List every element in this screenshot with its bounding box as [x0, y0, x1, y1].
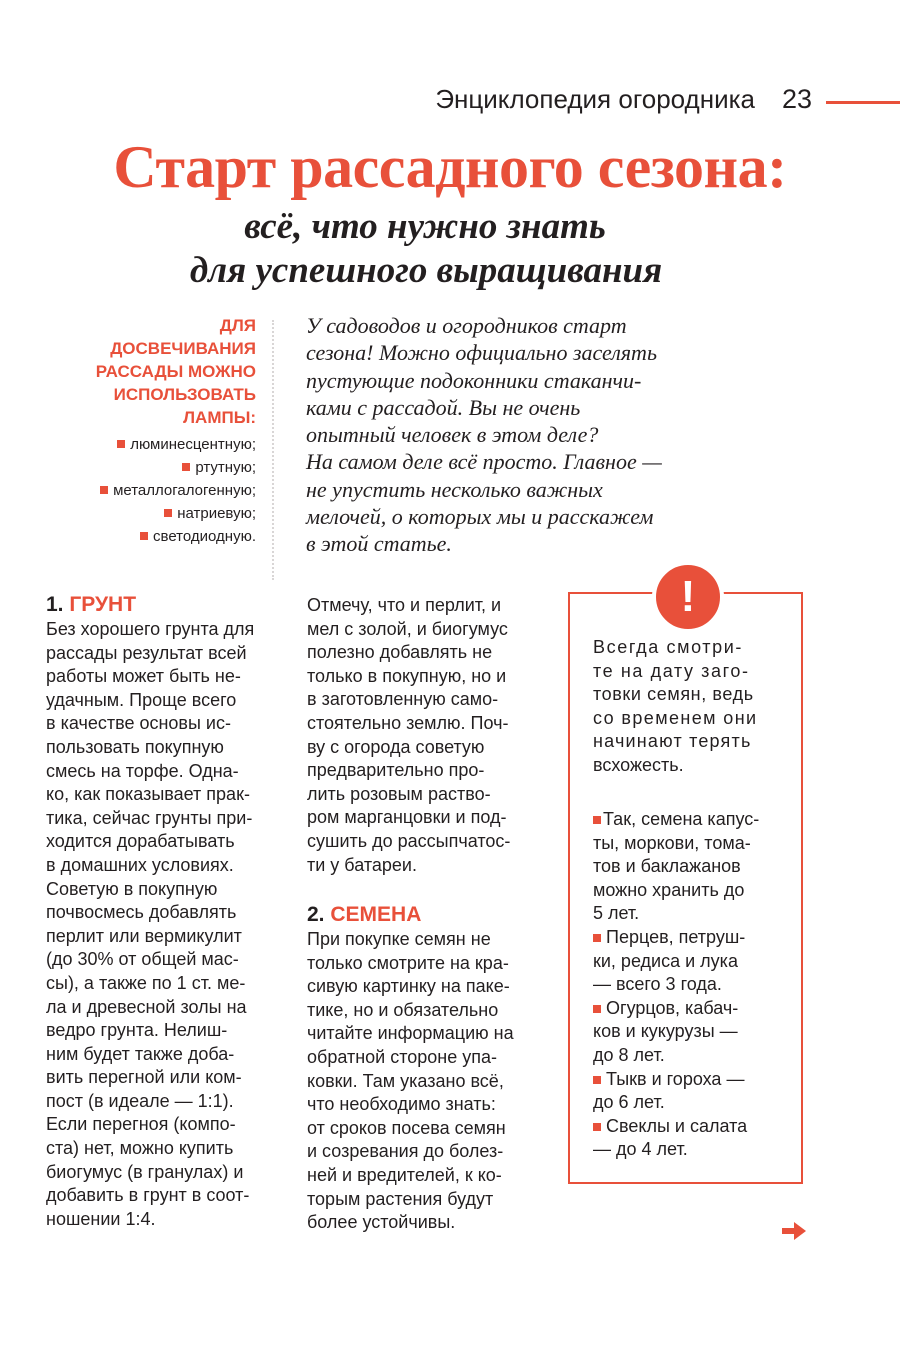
- body-line: ла и древесной золы на: [46, 996, 247, 1017]
- body-line: ношении 1:4.: [46, 1208, 156, 1229]
- body-line: ром марганцовки и под-: [307, 807, 507, 828]
- intro-line: мелочей, о которых мы и расскажем: [306, 504, 654, 530]
- list-item: люминесцентную;: [6, 433, 256, 456]
- intro-line: не упустить несколько важных: [306, 476, 603, 502]
- body-line: в заготовленную само-: [307, 689, 499, 710]
- tip-line: Всегда смотри-: [593, 637, 743, 657]
- body-line: сушить до рассыпчатос-: [307, 830, 511, 851]
- section-seeds: [307, 902, 547, 1235]
- sidebar-heading-line: ЛАМПЫ:: [183, 408, 256, 427]
- body-line: только в покупную, но и: [307, 665, 507, 686]
- body-line: стоятельно землю. Поч-: [307, 712, 509, 733]
- section-heading: 2. СЕМЕНА: [307, 903, 422, 926]
- tip-line: со временем они: [593, 707, 758, 728]
- body-line: предварительно про-: [307, 760, 485, 781]
- article-subtitle-line: для успешного выращивания: [189, 250, 663, 291]
- intro-line: сезона! Можно официально заселять: [306, 340, 657, 366]
- tip-intro: [593, 636, 793, 778]
- body-line: Советую в покупную: [46, 878, 218, 899]
- sidebar-heading-line: ДОСВЕЧИВАНИЯ: [110, 339, 256, 358]
- body-line: ходится дорабатывать: [46, 831, 235, 852]
- body-line: перлит или вермикулит: [46, 925, 242, 946]
- body-line: тике, но и обязательно: [307, 999, 499, 1020]
- bullet-square-icon: [117, 440, 125, 448]
- body-line: только смотрите на кра-: [307, 952, 509, 973]
- intro-line: в этой статье.: [306, 531, 452, 557]
- lamps-sidebar: [6, 314, 256, 548]
- sidebar-heading: [6, 314, 256, 429]
- running-header: Энциклопедия огородника: [435, 84, 755, 114]
- body-line: читайте информацию на: [307, 1023, 514, 1044]
- body-line: лить розовым раство-: [307, 783, 491, 804]
- list-item: металлогалогенную;: [6, 479, 256, 502]
- tip-line: товки семян, ведь: [593, 684, 754, 705]
- body-line: ста) нет, можно купить: [46, 1138, 234, 1159]
- tip-list: [593, 808, 793, 1162]
- intro-line: пустующие подоконники стаканчи-: [306, 367, 642, 393]
- body-line: от сроков посева семян: [307, 1117, 506, 1138]
- body-line: Без хорошего грунта для: [46, 619, 255, 639]
- section-heading: 1. ГРУНТ: [46, 593, 137, 616]
- body-line: ко, как показывает прак-: [46, 784, 250, 805]
- body-line: и созревания до болез-: [307, 1141, 504, 1162]
- body-line: работы может быть не-: [46, 666, 241, 687]
- body-line: удачным. Проще всего: [46, 689, 237, 710]
- body-line: ковки. Там указано всё,: [307, 1070, 504, 1091]
- body-line: Отмечу, что и перлит, и: [307, 595, 502, 615]
- body-line: в домашних условиях.: [46, 854, 234, 875]
- list-item: Так, семена капус- ты, моркови, тома- тов и баклажанов можно хранить до 5 лет.: [593, 809, 760, 924]
- sidebar-heading-line: ДЛЯ: [219, 316, 256, 335]
- body-line: добавить в грунт в соот-: [46, 1185, 250, 1206]
- column-two: [307, 594, 547, 877]
- body-line: сы), а также по 1 ст. ме-: [46, 972, 246, 993]
- tip-line: всхожесть.: [593, 754, 684, 775]
- intro-line: опытный человек в этом деле?: [306, 422, 599, 448]
- body-line: При покупке семян не: [307, 929, 491, 949]
- sidebar-list: [6, 433, 256, 548]
- bullet-square-icon: [593, 934, 601, 942]
- body-line: рассады результат всей: [46, 642, 247, 663]
- intro-paragraph: [306, 312, 776, 558]
- section-soil: [46, 592, 286, 1231]
- bullet-square-icon: [182, 463, 190, 471]
- article-subtitle-line: всё, что нужно знать: [244, 206, 606, 247]
- list-item: Тыкв и гороха — до 6 лет.: [593, 1068, 745, 1113]
- body-line: Если перегноя (компо-: [46, 1114, 236, 1135]
- body-line: более устойчивы.: [307, 1212, 456, 1233]
- list-item: натриевую;: [6, 502, 256, 525]
- body-line: вить перегной или ком-: [46, 1067, 242, 1088]
- sidebar-heading-line: РАССАДЫ МОЖНО: [95, 362, 256, 381]
- page-number: 23: [782, 84, 813, 114]
- header-rule: [826, 101, 900, 104]
- body-line: ведро грунта. Нелиш-: [46, 1020, 228, 1041]
- body-line: смесь на торфе. Одна-: [46, 760, 239, 781]
- body-line: торым растения будут: [307, 1188, 494, 1209]
- bullet-square-icon: [593, 816, 601, 824]
- bullet-square-icon: [593, 1005, 601, 1013]
- list-item: Перцев, петруш- ки, редиса и лука — всего 3 года.: [593, 926, 746, 995]
- sidebar-heading-line: ИСПОЛЬЗОВАТЬ: [113, 385, 256, 404]
- body-line: ти у батареи.: [307, 854, 417, 875]
- body-line: ним будет также доба-: [46, 1043, 235, 1064]
- body-line: обратной стороне упа-: [307, 1046, 497, 1067]
- body-line: биогумус (в гранулах) и: [46, 1161, 244, 1182]
- intro-line: У садоводов и огородников старт: [306, 313, 627, 338]
- bullet-square-icon: [164, 509, 172, 517]
- dotted-divider: [272, 320, 274, 580]
- body-line: в качестве основы ис-: [46, 713, 231, 734]
- body-line: (до 30% от общей мас-: [46, 949, 239, 970]
- intro-line: ками с рассадой. Вы не очень: [306, 394, 581, 420]
- body-line: почвосмесь добавлять: [46, 902, 237, 923]
- article-title: Старт рассадного сезона:: [113, 134, 787, 200]
- bullet-square-icon: [140, 532, 148, 540]
- list-item: Огурцов, кабач- ков и кукурузы — до 8 лет.: [593, 997, 739, 1065]
- body-line: ней и вредителей, к ко-: [307, 1164, 502, 1185]
- body-line: пользовать покупную: [46, 736, 224, 757]
- bullet-square-icon: [100, 486, 108, 494]
- list-item: ртутную;: [6, 456, 256, 479]
- body-line: что необходимо знать:: [307, 1094, 496, 1115]
- exclamation-icon: !: [652, 561, 724, 633]
- body-line: сивую картинку на паке-: [307, 976, 510, 997]
- bullet-square-icon: [593, 1076, 601, 1084]
- list-item: Свеклы и салата — до 4 лет.: [593, 1115, 748, 1160]
- bullet-square-icon: [593, 1123, 601, 1131]
- intro-line: На самом деле всё просто. Главное —: [306, 449, 662, 475]
- arrow-right-icon[interactable]: [780, 1220, 808, 1242]
- tip-line: начинают терять: [593, 731, 752, 752]
- tip-line: те на дату заго-: [593, 660, 750, 681]
- body-line: тика, сейчас грунты при-: [46, 807, 253, 828]
- body-line: полезно добавлять не: [307, 642, 493, 663]
- body-line: ву с огорода советую: [307, 736, 485, 757]
- list-item: светодиодную.: [6, 525, 256, 548]
- body-line: пост (в идеале — 1:1).: [46, 1090, 234, 1111]
- body-line: мел с золой, и биогумус: [307, 618, 508, 639]
